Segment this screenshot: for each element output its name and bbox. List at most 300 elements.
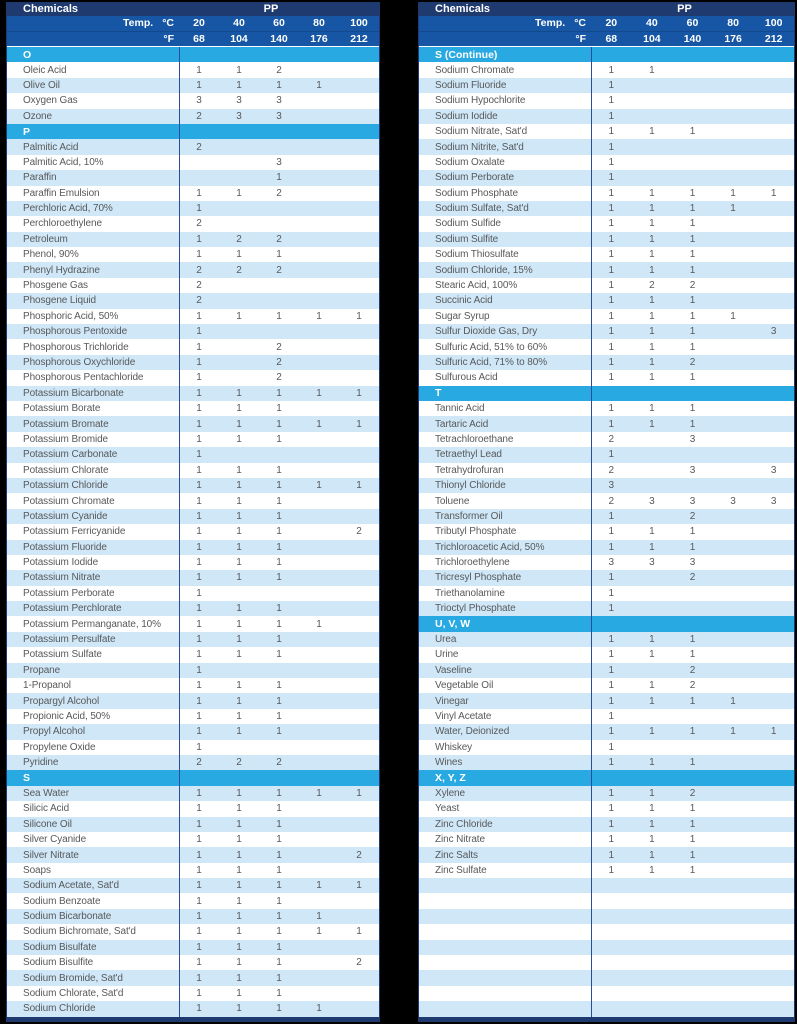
rating-cell: 1 [196,710,202,722]
section-label: S [23,772,31,785]
rating-cell: 2 [276,64,282,76]
chemical-name: Tetrahydrofuran [435,464,504,476]
rating-cells [179,678,379,693]
rating-cell: 1 [236,572,242,584]
rating-cells [591,216,794,231]
rating-cells [591,863,794,878]
table-row [7,93,379,108]
rating-cell: 2 [608,433,615,445]
table-row [419,216,794,231]
table-row [7,432,379,447]
rating-cell: 1 [608,541,615,553]
chemical-name: Sodium Thiosulfate [435,249,519,261]
rating-cell: 2 [236,264,242,276]
rating-cell: 3 [649,557,655,569]
table-row [7,386,379,401]
rating-cell: 1 [196,357,202,368]
rating-cell: 2 [276,341,282,353]
table-row [419,847,794,862]
chemical-name: Zinc Sulfate [435,864,487,876]
rating-cell: 1 [276,710,282,722]
rating-cell: 1 [196,972,202,984]
rating-cell: 1 [608,310,615,322]
chemical-name: Phosphorous Oxychloride [23,357,136,368]
chemical-name: Yeast [435,803,460,815]
rating-cell: 1 [196,510,202,522]
rating-cell: 1 [316,911,322,923]
fahrenheit-values [179,33,379,45]
table-row [419,740,794,755]
rating-cell: 2 [689,572,696,584]
chemical-compatibility-table-left [6,2,380,1022]
rating-cells [179,940,379,955]
rating-cells [179,709,379,724]
rating-cell: 1 [196,587,202,599]
chemical-name: Sodium Hypochlorite [435,95,526,107]
rating-cells [591,786,794,801]
rating-cell: 1 [196,64,202,76]
rating-cell: 1 [608,141,615,153]
rating-cell: 1 [608,603,615,615]
rating-cell: 1 [196,249,202,261]
rating-cell: 1 [649,326,655,338]
rating-cell: 1 [236,649,242,661]
rating-cell: 1 [608,326,615,338]
rating-cell: 1 [689,326,696,338]
rating-cell: 1 [276,464,282,476]
chemical-name: Sodium Bromide, Sat'd [23,972,123,984]
rating-cell: 1 [608,572,615,584]
rating-cell: 2 [689,680,696,692]
chemicals-column-header: Chemicals [435,3,491,15]
rating-cells [179,909,379,924]
rating-cell: 1 [276,572,282,584]
rating-cell: 1 [276,695,282,707]
chemical-name: Potassium Chlorate [23,464,109,476]
temp-value: 20 [193,17,205,30]
table-row [7,447,379,462]
rating-cell: 1 [196,664,202,676]
rating-cells [591,955,794,970]
rating-cell: 1 [649,264,655,276]
rating-cells [179,924,379,939]
rating-cell: 1 [276,911,282,923]
table-row [419,170,794,185]
rating-cells [179,878,379,893]
chemical-name: Potassium Ferricyanide [23,526,126,538]
rating-cell: 1 [236,926,242,938]
rating-cell: 1 [196,557,202,569]
table-row [7,924,379,939]
rating-cell: 1 [196,449,202,461]
rating-cell: 1 [316,79,322,91]
rating-cell: 1 [649,187,655,199]
table-row [7,586,379,601]
table-row [419,93,794,108]
table-row [419,724,794,739]
table-row [419,463,794,478]
table-row [7,663,379,678]
chemical-name: Sugar Syrup [435,310,490,322]
table-row [419,693,794,708]
rating-cells [179,339,379,354]
rating-cell: 1 [236,911,242,923]
rating-cells [179,232,379,247]
rating-cells [591,878,794,893]
rating-cell: 1 [608,864,615,876]
table-row [419,863,794,878]
table-row [419,401,794,416]
rating-cell: 1 [276,526,282,538]
chemical-name: Sodium Sulfite [435,233,499,245]
chemical-name: Palmitic Acid [23,141,79,153]
rating-cell: 1 [276,557,282,569]
rating-cells [591,293,794,308]
rating-cells [179,586,379,601]
rating-cell: 1 [236,972,242,984]
chemical-name: Potassium Nitrate [23,572,101,584]
table-title-bar [419,2,794,16]
rating-cell: 1 [730,310,736,322]
rating-cell: 1 [196,741,202,753]
rating-cell: 1 [608,295,615,307]
chemical-name: Silicic Acid [23,803,70,815]
rating-cells [591,478,794,493]
table-row [419,909,794,924]
chemical-name: Potassium Bromide [23,433,108,445]
rating-cell: 1 [236,849,242,861]
chemical-name: Paraffin [23,172,57,184]
rating-cell: 1 [276,310,282,322]
table-row [7,570,379,585]
rating-cell: 2 [608,495,615,507]
chemical-name: Wines [435,757,463,769]
table-row [419,663,794,678]
table-row [419,186,794,201]
table-row [419,924,794,939]
rating-cell: 1 [689,264,696,276]
rating-cell: 1 [316,1003,322,1015]
rating-cell: 2 [196,280,202,292]
rating-cell: 1 [236,310,242,322]
rating-cell: 1 [196,988,202,1000]
rating-cell: 1 [649,418,655,430]
table-row [419,817,794,832]
rating-cell: 1 [689,634,696,646]
rating-cell: 3 [770,326,777,338]
temp-value: 40 [233,17,245,30]
rating-cell: 1 [236,957,242,969]
rating-cell: 1 [649,541,655,553]
rating-cell: 1 [316,880,322,892]
table-row [7,955,379,970]
table-row [7,463,379,478]
rating-cell: 3 [770,464,777,476]
rating-cell: 1 [196,926,202,938]
rating-cell: 1 [649,864,655,876]
rating-cell: 1 [196,880,202,892]
chemical-name: Sodium Bicarbonate [23,911,112,923]
rating-cells [591,493,794,508]
rating-cell: 1 [689,187,696,199]
table-row [7,170,379,185]
chemical-name: Sodium Chromate [435,64,515,76]
table-row [419,586,794,601]
section-header-row [419,616,794,631]
celsius-values [591,17,794,29]
rating-cell: 1 [276,172,282,184]
chemical-name: Olive Oil [23,79,60,91]
rating-cell: 1 [236,541,242,553]
table-row [419,109,794,124]
table-row [419,709,794,724]
table-row [419,78,794,93]
celsius-label: °C [162,17,174,30]
temp-value: 20 [605,17,618,30]
rating-cell: 1 [608,218,615,230]
table-row [7,724,379,739]
rating-cell: 2 [649,280,655,292]
rating-cell: 1 [356,926,362,938]
chemical-name: Sea Water [23,787,69,799]
rating-cell: 1 [196,433,202,445]
table-row [7,863,379,878]
rating-cell: 1 [608,787,615,799]
chemical-name: Sodium Perborate [435,172,515,184]
rating-cell: 3 [608,557,615,569]
rating-cell: 2 [689,664,696,676]
rating-cell: 1 [196,649,202,661]
chemical-name: Potassium Iodide [23,557,99,569]
temp-value: 140 [270,32,288,45]
rating-cell: 1 [608,834,615,846]
chemical-name: Oleic Acid [23,64,67,76]
rating-cells [591,186,794,201]
rating-cell: 2 [276,233,282,245]
table-row [7,1001,379,1016]
rating-cells [179,817,379,832]
rating-cell: 3 [236,95,242,107]
table-row [419,1001,794,1016]
rating-cell: 1 [649,126,655,138]
rating-cell: 1 [608,849,615,861]
rating-cells [179,109,379,124]
table-row [7,109,379,124]
rating-cell: 1 [649,218,655,230]
chemical-name: Tetraethyl Lead [435,449,502,461]
rating-cells [179,632,379,647]
rating-cell: 1 [196,464,202,476]
chemical-name: Sodium Benzoate [23,895,101,907]
chemical-name: Potassium Carbonate [23,449,118,461]
rating-cell: 1 [608,526,615,538]
rating-cell: 1 [608,233,615,245]
rating-cell: 1 [196,787,202,799]
rating-cells [591,1001,794,1016]
rating-cell: 1 [236,941,242,953]
rating-cell: 1 [689,803,696,815]
rating-cell: 2 [608,464,615,476]
table-row [7,832,379,847]
temp-value: 60 [273,17,285,30]
rating-cell: 1 [236,803,242,815]
rating-cell: 1 [236,880,242,892]
rating-cell: 1 [196,310,202,322]
chemical-name: Propyl Alcohol [23,726,85,738]
rating-cell: 1 [649,680,655,692]
rating-cell: 1 [730,187,736,199]
rating-cells [591,432,794,447]
rating-cell: 1 [276,249,282,261]
rating-cell: 1 [236,249,242,261]
chemical-name: Sodium Chloride, 15% [435,264,533,276]
chemical-name: Perchloric Acid, 70% [23,203,113,215]
chemical-name: Vegetable Oil [435,680,494,692]
rating-cell: 1 [236,787,242,799]
rating-cell: 1 [196,387,202,399]
chemical-name: Ozone [23,110,52,122]
rating-cells [179,93,379,108]
rating-cell: 1 [196,187,202,199]
chemical-name: Palmitic Acid, 10% [23,156,104,168]
rating-cell: 1 [356,880,362,892]
table-row [419,278,794,293]
rating-cell: 1 [196,941,202,953]
pp-column-header: PP [677,3,692,15]
rating-cell: 1 [649,341,655,353]
table-row [7,878,379,893]
rating-cell: 3 [649,495,655,507]
rating-cells [591,986,794,1001]
rating-cells [179,186,379,201]
rating-cell: 1 [196,418,202,430]
rating-cells [591,201,794,216]
rating-cell: 2 [276,264,282,276]
rating-cell: 2 [236,233,242,245]
rating-cell: 1 [649,818,655,830]
table-body [419,47,794,1017]
chemical-name: Potassium Chloride [23,480,108,492]
section-label: O [23,48,32,61]
section-header-row [419,386,794,401]
table-row [7,247,379,262]
rating-cell: 1 [276,418,282,430]
rating-cell: 1 [608,249,615,261]
rating-cell: 2 [236,757,242,769]
rating-cell: 1 [276,726,282,738]
table-row [419,509,794,524]
rating-cell: 1 [649,757,655,769]
chemical-name: Vinegar [435,695,469,707]
rating-cells [179,155,379,170]
rating-cells [179,801,379,816]
chemical-name: Sodium Acetate, Sat'd [23,880,119,892]
rating-cell: 3 [276,156,282,168]
rating-cells [179,970,379,985]
rating-cells [179,570,379,585]
rating-cell: 1 [649,64,655,76]
rating-cells [591,586,794,601]
rating-cells [591,401,794,416]
chemical-name: Potassium Perborate [23,587,115,599]
rating-cells [179,278,379,293]
rating-cell: 2 [276,357,282,368]
table-row [419,940,794,955]
chemical-name: Sodium Bisulfate [23,941,97,953]
rating-cell: 1 [608,172,615,184]
rating-cell: 1 [196,603,202,615]
rating-cell: 1 [236,510,242,522]
rating-cells [591,632,794,647]
rating-cell: 2 [276,757,282,769]
rating-cell: 1 [236,433,242,445]
rating-cells [591,740,794,755]
rating-cell: 1 [316,387,322,399]
rating-cell: 1 [608,403,615,415]
table-row [7,509,379,524]
table-row [7,909,379,924]
rating-cells [179,832,379,847]
rating-cell: 1 [236,464,242,476]
rating-cells [591,416,794,431]
rating-cells [179,955,379,970]
rating-cell: 1 [196,618,202,630]
rating-cell: 3 [236,110,242,122]
rating-cell: 2 [689,510,696,522]
temperature-header [7,16,379,47]
chemical-name: Zinc Chloride [435,818,493,830]
rating-cell: 3 [276,110,282,122]
chemical-name: Potassium Chromate [23,495,115,507]
table-row [419,832,794,847]
chemical-name: Propionic Acid, 50% [23,710,111,722]
rating-cell: 1 [689,649,696,661]
table-row [7,940,379,955]
section-label: S (Continue) [435,48,498,61]
fahrenheit-values [591,33,794,45]
rating-cell: 1 [276,926,282,938]
rating-cell: 1 [276,988,282,1000]
rating-cell: 1 [608,664,615,676]
table-row [419,139,794,154]
table-row [7,801,379,816]
rating-cells [179,78,379,93]
chemical-name: Sodium Bisulfite [23,957,94,969]
rating-cells [591,693,794,708]
temp-value: 104 [643,32,661,45]
rating-cells [179,309,379,324]
rating-cell: 1 [236,618,242,630]
rating-cells [179,355,379,370]
table-row [419,155,794,170]
rating-cell: 1 [196,726,202,738]
rating-cell: 2 [356,526,362,538]
rating-cell: 1 [316,418,322,430]
rating-cell: 1 [236,726,242,738]
rating-cell: 1 [689,695,696,707]
rating-cell: 1 [649,372,655,384]
rating-cell: 1 [608,587,615,599]
rating-cells [179,447,379,462]
rating-cell: 1 [236,495,242,507]
fahrenheit-label: °F [575,32,586,45]
table-row [7,232,379,247]
rating-cell: 1 [276,895,282,907]
table-row [7,401,379,416]
rating-cell: 1 [608,449,615,461]
table-row [419,647,794,662]
rating-cell: 1 [276,603,282,615]
